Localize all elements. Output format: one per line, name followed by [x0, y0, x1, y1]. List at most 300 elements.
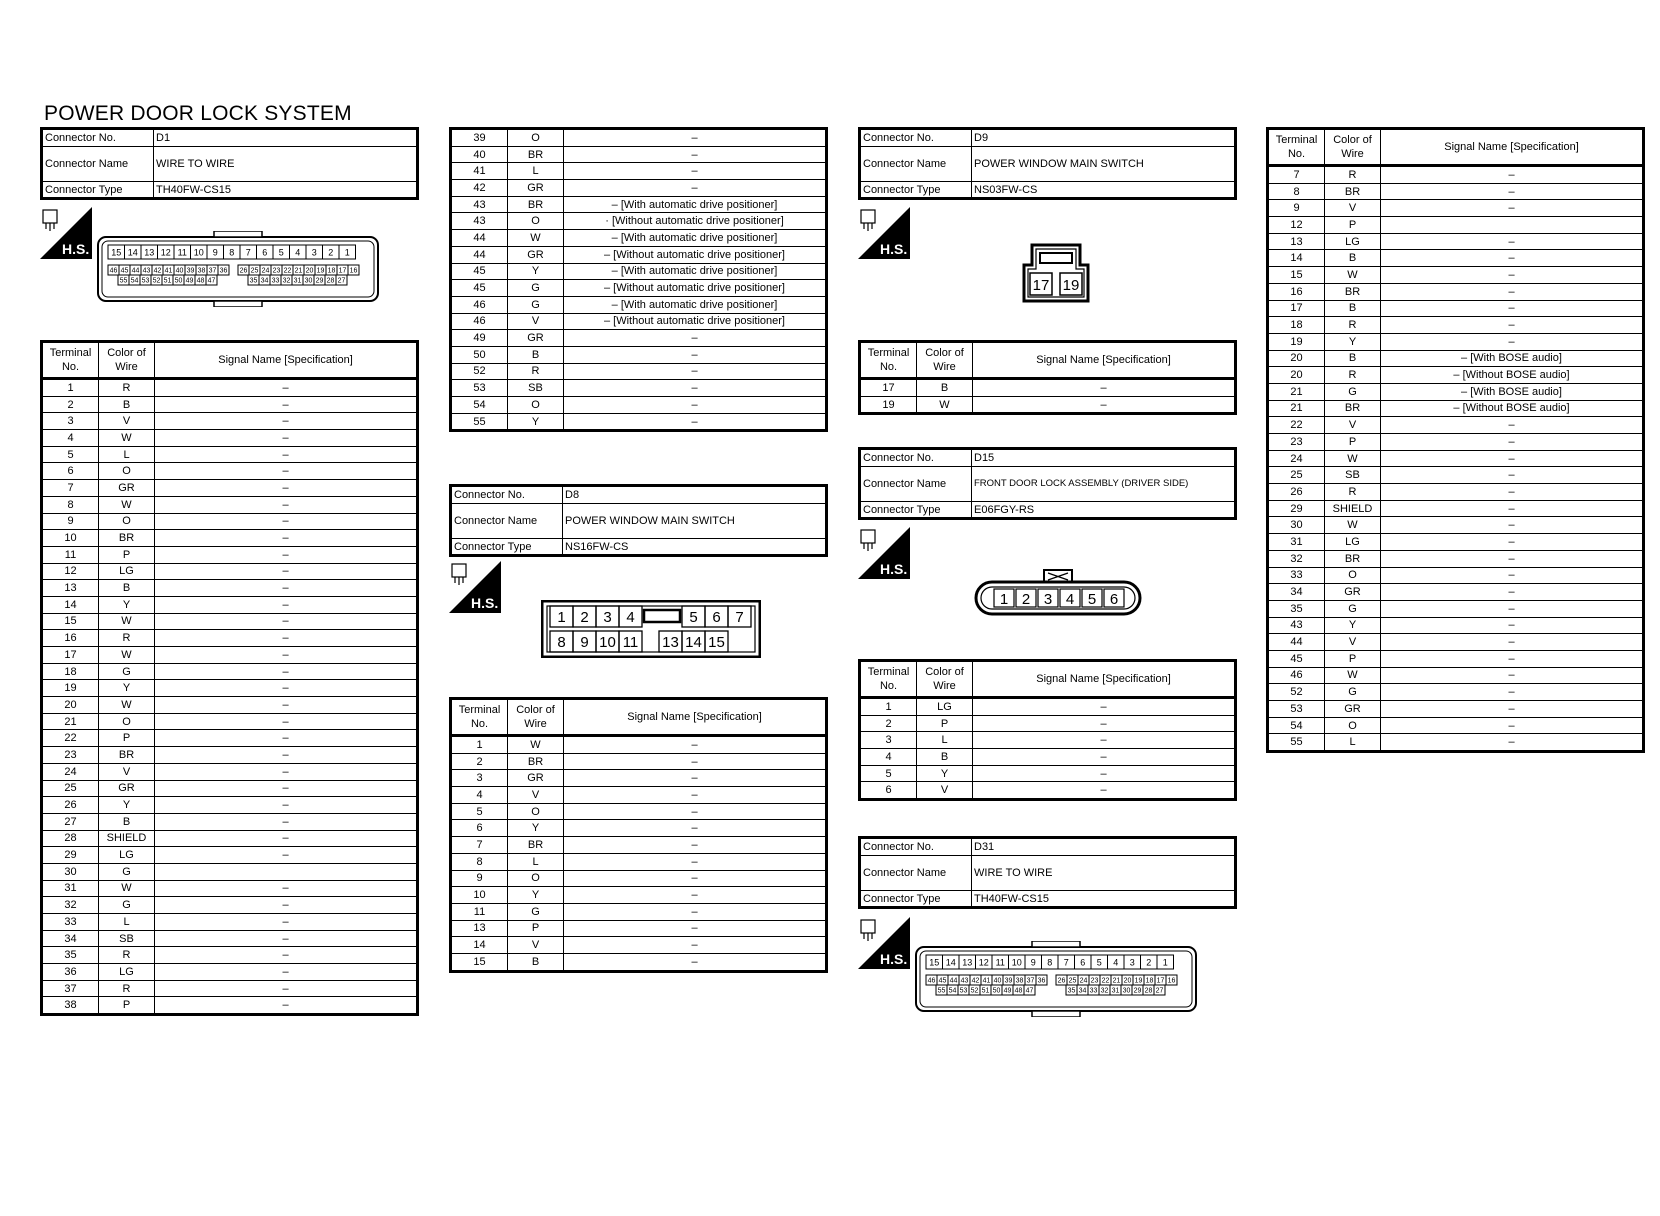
table-row [451, 196, 827, 213]
table-row [1268, 417, 1644, 434]
d1-terminal-no-cell: 46 [451, 296, 508, 313]
d1-signal-name-cell: – [With automatic drive positioner] [564, 196, 827, 213]
table-row [1268, 667, 1644, 684]
table-row [42, 630, 418, 647]
pin-number: 18 [1145, 977, 1154, 985]
d31-wire-color-cell: BR [1325, 400, 1381, 417]
pin-number: 34 [260, 277, 269, 285]
d8-wire-color-cell: G [508, 903, 564, 920]
d31-terminal-no-cell: 12 [1268, 217, 1325, 234]
pin-number: 20 [1123, 977, 1132, 985]
d8-wire-color-cell: B [508, 953, 564, 971]
table-row [42, 663, 418, 680]
d1-terminal-no-cell: 15 [42, 613, 99, 630]
d1-terminal-no-cell: 17 [42, 647, 99, 664]
d31-terminal-no-cell: 45 [1268, 650, 1325, 667]
d31-terminal-no-cell: 23 [1268, 434, 1325, 451]
d8-wire-color-cell: O [508, 870, 564, 887]
d1-wire-color-cell: R [99, 379, 155, 397]
d1-terminal-table [40, 340, 419, 1016]
table-row [1268, 166, 1644, 184]
d8-connector-name: POWER WINDOW MAIN SWITCH [563, 503, 827, 538]
pin-number: 8 [229, 247, 235, 258]
d1-signal-name-cell: – [155, 980, 418, 997]
pin-number: 12 [978, 957, 989, 968]
d1-terminal-no-cell: 4 [42, 430, 99, 447]
d1-wire-color-cell: L [508, 163, 564, 180]
d1-terminal-no-cell: 43 [451, 213, 508, 230]
d1-signal-name-cell: – [155, 647, 418, 664]
d1-wire-color-cell: B [508, 346, 564, 363]
pin-number: 14 [685, 634, 702, 651]
d8-terminal-no-cell: 1 [451, 736, 508, 754]
table-row [1268, 634, 1644, 651]
d1-terminal-no-cell: 36 [42, 964, 99, 981]
pin-number: 54 [948, 987, 957, 995]
connector-no-label: Connector No. [860, 838, 972, 856]
d31-terminal-no-cell: 8 [1268, 183, 1325, 200]
d31-wire-color-cell: B [1325, 300, 1381, 317]
d31-signal-name-cell: – [1381, 200, 1644, 217]
d8-signal-name-cell: – [564, 903, 827, 920]
d9-signal-name-cell: – [973, 379, 1236, 397]
d31-wire-color-cell: V [1325, 200, 1381, 217]
d1-wire-color-cell: SHIELD [99, 830, 155, 847]
d31-terminal-no-cell: 17 [1268, 300, 1325, 317]
d31-terminal-no-cell: 43 [1268, 617, 1325, 634]
color-of-wire-header: Color of Wire [917, 342, 973, 379]
d1-face-bot-row [118, 275, 347, 285]
table-row [860, 396, 1236, 414]
d31-terminal-no-cell: 55 [1268, 734, 1325, 752]
d31-signal-name-cell: – [1381, 634, 1644, 651]
connector-no-label: Connector No. [860, 129, 972, 147]
d8-signal-name-cell: – [564, 736, 827, 754]
d15-connector-name: FRONT DOOR LOCK ASSEMBLY (DRIVER SIDE) [972, 466, 1236, 501]
d8-signal-name-cell: – [564, 820, 827, 837]
table-row [451, 129, 827, 147]
d1-signal-name-cell: – [564, 146, 827, 163]
d31-signal-name-cell: – [1381, 450, 1644, 467]
d15-wire-color-cell: V [917, 782, 973, 800]
d1-wire-color-cell: G [99, 863, 155, 880]
d1-wire-color-cell: LG [99, 964, 155, 981]
pin-number: 23 [1090, 977, 1099, 985]
pin-number: 48 [196, 277, 205, 285]
table-row [1268, 450, 1644, 467]
d1-signal-name-cell: – [155, 563, 418, 580]
pin-number: 6 [262, 247, 268, 258]
d1-terminal-no-cell: 9 [42, 513, 99, 530]
signal-name-header: Signal Name [Specification] [973, 342, 1236, 379]
d31-signal-name-cell: – [1381, 500, 1644, 517]
color-of-wire-header: Color of Wire [99, 342, 155, 379]
table-row [42, 947, 418, 964]
d31-signal-name-cell: – [1381, 600, 1644, 617]
pin-number: 37 [208, 267, 217, 275]
terminal-no-header: Terminal No. [860, 661, 917, 698]
d1-signal-name-cell: – [564, 363, 827, 380]
d1-signal-name-cell: – [155, 630, 418, 647]
connector-no-label: Connector No. [451, 486, 563, 504]
d31-wire-color-cell: W [1325, 267, 1381, 284]
d9-connector-face [1014, 243, 1098, 303]
table-row [42, 430, 418, 447]
d8-signal-name-cell: – [564, 837, 827, 854]
pin-number: 9 [580, 634, 589, 651]
d31-connector-no: D31 [972, 838, 1236, 856]
table-row [1268, 367, 1644, 384]
pin-number: 5 [1087, 591, 1097, 608]
pin-number: 2 [1146, 957, 1152, 968]
d31-terminal-no-cell: 13 [1268, 233, 1325, 250]
d8-terminal-table [449, 697, 828, 973]
d31-signal-name-cell: – [1381, 484, 1644, 501]
d1-terminal-no-cell: 28 [42, 830, 99, 847]
d8-signal-name-cell: – [564, 787, 827, 804]
d31-signal-name-cell: – [1381, 183, 1644, 200]
pin-number: 4 [295, 247, 301, 258]
table-row [451, 736, 827, 754]
d1-wire-color-cell: P [99, 997, 155, 1015]
d8-connector-face [541, 600, 761, 658]
terminal-no-header: Terminal No. [451, 699, 508, 736]
d1-wire-color-cell: R [99, 947, 155, 964]
table-row [42, 863, 418, 880]
d9-wire-color-cell: B [917, 379, 973, 397]
table-row [42, 596, 418, 613]
table-row [1268, 517, 1644, 534]
d31-terminal-no-cell: 7 [1268, 166, 1325, 184]
d1-signal-name-cell: – [564, 180, 827, 197]
d31-signal-name-cell: – [1381, 534, 1644, 551]
pin-number: 24 [1079, 977, 1088, 985]
table-row [451, 363, 827, 380]
pin-number: 36 [219, 267, 228, 275]
pin-number: 15 [708, 634, 725, 651]
d31-wire-color-cell: BR [1325, 550, 1381, 567]
d1-terminal-no-cell: 6 [42, 463, 99, 480]
table-row [1268, 717, 1644, 734]
connector-no-label: Connector No. [860, 449, 972, 467]
table-row [1268, 217, 1644, 234]
d1-signal-name-cell: – [155, 496, 418, 513]
d31-signal-name-cell: – [1381, 517, 1644, 534]
table-row [42, 763, 418, 780]
table-row [451, 397, 827, 414]
pin-number: 2 [580, 609, 589, 626]
table-row [1268, 734, 1644, 752]
d1-signal-name-cell: – [155, 546, 418, 563]
pin-number: 2 [328, 247, 334, 258]
pin-number: 36 [1037, 977, 1046, 985]
d1-wire-color-cell: B [99, 396, 155, 413]
d1-terminal-no-cell: 10 [42, 530, 99, 547]
d15-wire-color-cell: L [917, 732, 973, 749]
d8-wire-color-cell: W [508, 736, 564, 754]
d1-signal-name-cell: – [With automatic drive positioner] [564, 296, 827, 313]
color-of-wire-header: Color of Wire [508, 699, 564, 736]
table-row [451, 263, 827, 280]
d1-signal-name-cell: – [155, 580, 418, 597]
d1-wire-color-cell: O [508, 213, 564, 230]
pin-number: 1 [344, 247, 350, 258]
d1-signal-name-cell: – [155, 480, 418, 497]
pin-number: 51 [163, 277, 172, 285]
d1-signal-name-cell [155, 863, 418, 880]
d31-terminal-no-cell: 26 [1268, 484, 1325, 501]
d15-wire-color-cell: B [917, 749, 973, 766]
d31-signal-name-cell: – [1381, 717, 1644, 734]
d31-signal-name-cell: – [1381, 300, 1644, 317]
d1-wire-color-cell: O [508, 397, 564, 414]
d31-terminal-no-cell: 21 [1268, 400, 1325, 417]
pin-number: 12 [160, 247, 171, 258]
d1-wire-color-cell: W [99, 430, 155, 447]
d15-terminal-no-cell: 5 [860, 765, 917, 782]
signal-name-header: Signal Name [Specification] [973, 661, 1236, 698]
d1-terminal-no-cell: 26 [42, 797, 99, 814]
pin-number: 1 [999, 591, 1009, 608]
pin-number: 27 [1155, 987, 1164, 995]
pin-number: 48 [1014, 987, 1023, 995]
hs-label: H.S. [880, 561, 908, 577]
d1-terminal-no-cell: 42 [451, 180, 508, 197]
d9-terminal-table [858, 340, 1237, 415]
d31-face-mid-row [926, 975, 1177, 985]
pin-number: 13 [962, 957, 973, 968]
d1-wire-color-cell: Y [508, 263, 564, 280]
d31-terminal-table [1266, 127, 1645, 753]
d1-signal-name-cell: – [With automatic drive positioner] [564, 230, 827, 247]
pin-number: 35 [249, 277, 258, 285]
d1-connector-name: WIRE TO WIRE [154, 146, 418, 181]
d9-info-block [858, 127, 1237, 200]
d31-signal-name-cell: – [1381, 250, 1644, 267]
d31-terminal-no-cell: 24 [1268, 450, 1325, 467]
pin-number: 31 [293, 277, 302, 285]
pin-number: 7 [1063, 957, 1069, 968]
table-row [451, 753, 827, 770]
signal-name-header: Signal Name [Specification] [155, 342, 418, 379]
d1-wire-color-cell: Y [99, 680, 155, 697]
table-row [42, 580, 418, 597]
d31-info-block [858, 836, 1237, 909]
d1-connector-no: D1 [154, 129, 418, 147]
d1-wire-color-cell: G [99, 663, 155, 680]
d31-signal-name-cell: – [1381, 617, 1644, 634]
d1-signal-name-cell: – [155, 697, 418, 714]
d1-signal-name-cell: – [155, 847, 418, 864]
d1-signal-name-cell: – [155, 897, 418, 914]
d1-terminal-no-cell: 49 [451, 330, 508, 347]
connector-type-label: Connector Type [42, 181, 154, 199]
d8-terminal-no-cell: 15 [451, 953, 508, 971]
pin-number: 10 [193, 247, 204, 258]
d1-wire-color-cell: LG [99, 563, 155, 580]
d1-terminal-no-cell: 14 [42, 596, 99, 613]
pin-number: 35 [1067, 987, 1076, 995]
d1-terminal-no-cell: 39 [451, 129, 508, 147]
connector-name-label: Connector Name [860, 466, 972, 501]
d15-terminal-no-cell: 4 [860, 749, 917, 766]
pin-number: 20 [305, 267, 314, 275]
d1-signal-name-cell: – [564, 397, 827, 414]
connector-type-label: Connector Type [860, 890, 972, 908]
pin-number: 31 [1111, 987, 1120, 995]
table-row [42, 847, 418, 864]
latch-slot [644, 610, 680, 622]
pin-number: 13 [662, 634, 679, 651]
d31-wire-color-cell: G [1325, 684, 1381, 701]
d1-wire-color-cell: R [99, 630, 155, 647]
table-row [451, 920, 827, 937]
table-row [451, 853, 827, 870]
d1-signal-name-cell: – [With automatic drive positioner] [564, 263, 827, 280]
d1-wire-color-cell: GR [99, 480, 155, 497]
d1-signal-name-cell: – [155, 430, 418, 447]
d1-signal-name-cell: · [Without automatic drive positioner] [564, 213, 827, 230]
table-row [1268, 233, 1644, 250]
pin-number: 3 [1129, 957, 1135, 968]
d1-wire-color-cell: V [99, 413, 155, 430]
table-row [42, 964, 418, 981]
table-row [42, 930, 418, 947]
pin-number: 52 [970, 987, 979, 995]
d1-terminal-no-cell: 40 [451, 146, 508, 163]
d1-terminal-no-cell: 32 [42, 897, 99, 914]
table-row [1268, 434, 1644, 451]
color-of-wire-header: Color of Wire [917, 661, 973, 698]
d31-wire-color-cell: R [1325, 166, 1381, 184]
d1-signal-name-cell: – [155, 713, 418, 730]
d1-wire-color-cell: W [508, 230, 564, 247]
table-row [1268, 684, 1644, 701]
d31-wire-color-cell: LG [1325, 534, 1381, 551]
d15-face-row [994, 589, 1124, 608]
d1-terminal-no-cell: 25 [42, 780, 99, 797]
pin-number: 21 [294, 267, 303, 275]
pin-number: 39 [1004, 977, 1013, 985]
d1-connector-face [96, 231, 380, 307]
d1-signal-name-cell: – [155, 463, 418, 480]
table-row [1268, 550, 1644, 567]
d1-terminal-no-cell: 46 [451, 313, 508, 330]
table-row [451, 803, 827, 820]
d31-terminal-no-cell: 53 [1268, 701, 1325, 718]
d8-signal-name-cell: – [564, 770, 827, 787]
d9-face-pin: 17 [1032, 277, 1050, 294]
table-row [1268, 200, 1644, 217]
d31-signal-name-cell: – [1381, 434, 1644, 451]
pin-number: 10 [599, 634, 616, 651]
pin-number: 55 [119, 277, 128, 285]
d31-terminal-no-cell: 15 [1268, 267, 1325, 284]
pin-number: 30 [1122, 987, 1131, 995]
pin-number: 50 [174, 277, 183, 285]
d31-terminal-no-cell: 34 [1268, 584, 1325, 601]
pin-number: 44 [949, 977, 958, 985]
d8-connector-type: NS16FW-CS [563, 538, 827, 556]
d1-wire-color-cell: SB [99, 930, 155, 947]
d1-face-mid-row [108, 265, 359, 275]
d31-wire-color-cell: R [1325, 317, 1381, 334]
d8-signal-name-cell: – [564, 953, 827, 971]
pin-number: 43 [960, 977, 969, 985]
table-row [451, 180, 827, 197]
d1-terminal-no-cell: 52 [451, 363, 508, 380]
d1-terminal-no-cell: 45 [451, 263, 508, 280]
d31-wire-color-cell: P [1325, 434, 1381, 451]
table-row [42, 563, 418, 580]
pin-number: 38 [197, 267, 206, 275]
d1-terminal-no-cell: 38 [42, 997, 99, 1015]
table-row [1268, 701, 1644, 718]
d8-terminal-no-cell: 9 [451, 870, 508, 887]
pin-number: 18 [327, 267, 336, 275]
d1-terminal-no-cell: 55 [451, 413, 508, 431]
d1-terminal-no-cell: 18 [42, 663, 99, 680]
d1-signal-name-cell: – [564, 163, 827, 180]
d8-terminal-no-cell: 7 [451, 837, 508, 854]
pin-number: 11 [622, 634, 639, 651]
d1-wire-color-cell: BR [508, 146, 564, 163]
d1-signal-name-cell: – [Without automatic drive positioner] [564, 280, 827, 297]
pin-number: 47 [207, 277, 216, 285]
d1-terminal-no-cell: 53 [451, 380, 508, 397]
d31-terminal-no-cell: 31 [1268, 534, 1325, 551]
pin-number: 53 [959, 987, 968, 995]
d1-terminal-no-cell: 44 [451, 230, 508, 247]
hs-label: H.S. [880, 951, 908, 967]
pin-number: 19 [1134, 977, 1143, 985]
table-row [42, 830, 418, 847]
d31-signal-name-cell: – [With BOSE audio] [1381, 383, 1644, 400]
d31-wire-color-cell: B [1325, 250, 1381, 267]
pin-number: 39 [186, 267, 195, 275]
pin-number: 55 [937, 987, 946, 995]
table-row [1268, 400, 1644, 417]
table-row [1268, 567, 1644, 584]
d1-signal-name-cell: – [564, 380, 827, 397]
d1-terminal-no-cell: 13 [42, 580, 99, 597]
pin-number: 7 [735, 609, 744, 626]
pin-number: 21 [1112, 977, 1121, 985]
d15-terminal-no-cell: 6 [860, 782, 917, 800]
pin-number: 40 [993, 977, 1002, 985]
d1-terminal-no-cell: 7 [42, 480, 99, 497]
table-row [1268, 333, 1644, 350]
pin-number: 7 [245, 247, 251, 258]
d1-wire-color-cell: R [99, 980, 155, 997]
d1-terminal-no-cell: 21 [42, 713, 99, 730]
table-row [1268, 267, 1644, 284]
d1-wire-color-cell: BR [508, 196, 564, 213]
pin-number: 26 [1057, 977, 1066, 985]
d1-wire-color-cell: GR [508, 330, 564, 347]
d1-signal-name-cell: – [155, 880, 418, 897]
d31-wire-color-cell: BR [1325, 283, 1381, 300]
d31-signal-name-cell: – [Without BOSE audio] [1381, 367, 1644, 384]
d31-wire-color-cell: L [1325, 734, 1381, 752]
table-row [860, 698, 1236, 716]
table-row [451, 146, 827, 163]
d1-wire-color-cell: W [99, 647, 155, 664]
d1-signal-name-cell: – [155, 813, 418, 830]
pin-number: 15 [929, 957, 940, 968]
pin-number: 14 [127, 247, 138, 258]
d31-wire-color-cell: G [1325, 600, 1381, 617]
